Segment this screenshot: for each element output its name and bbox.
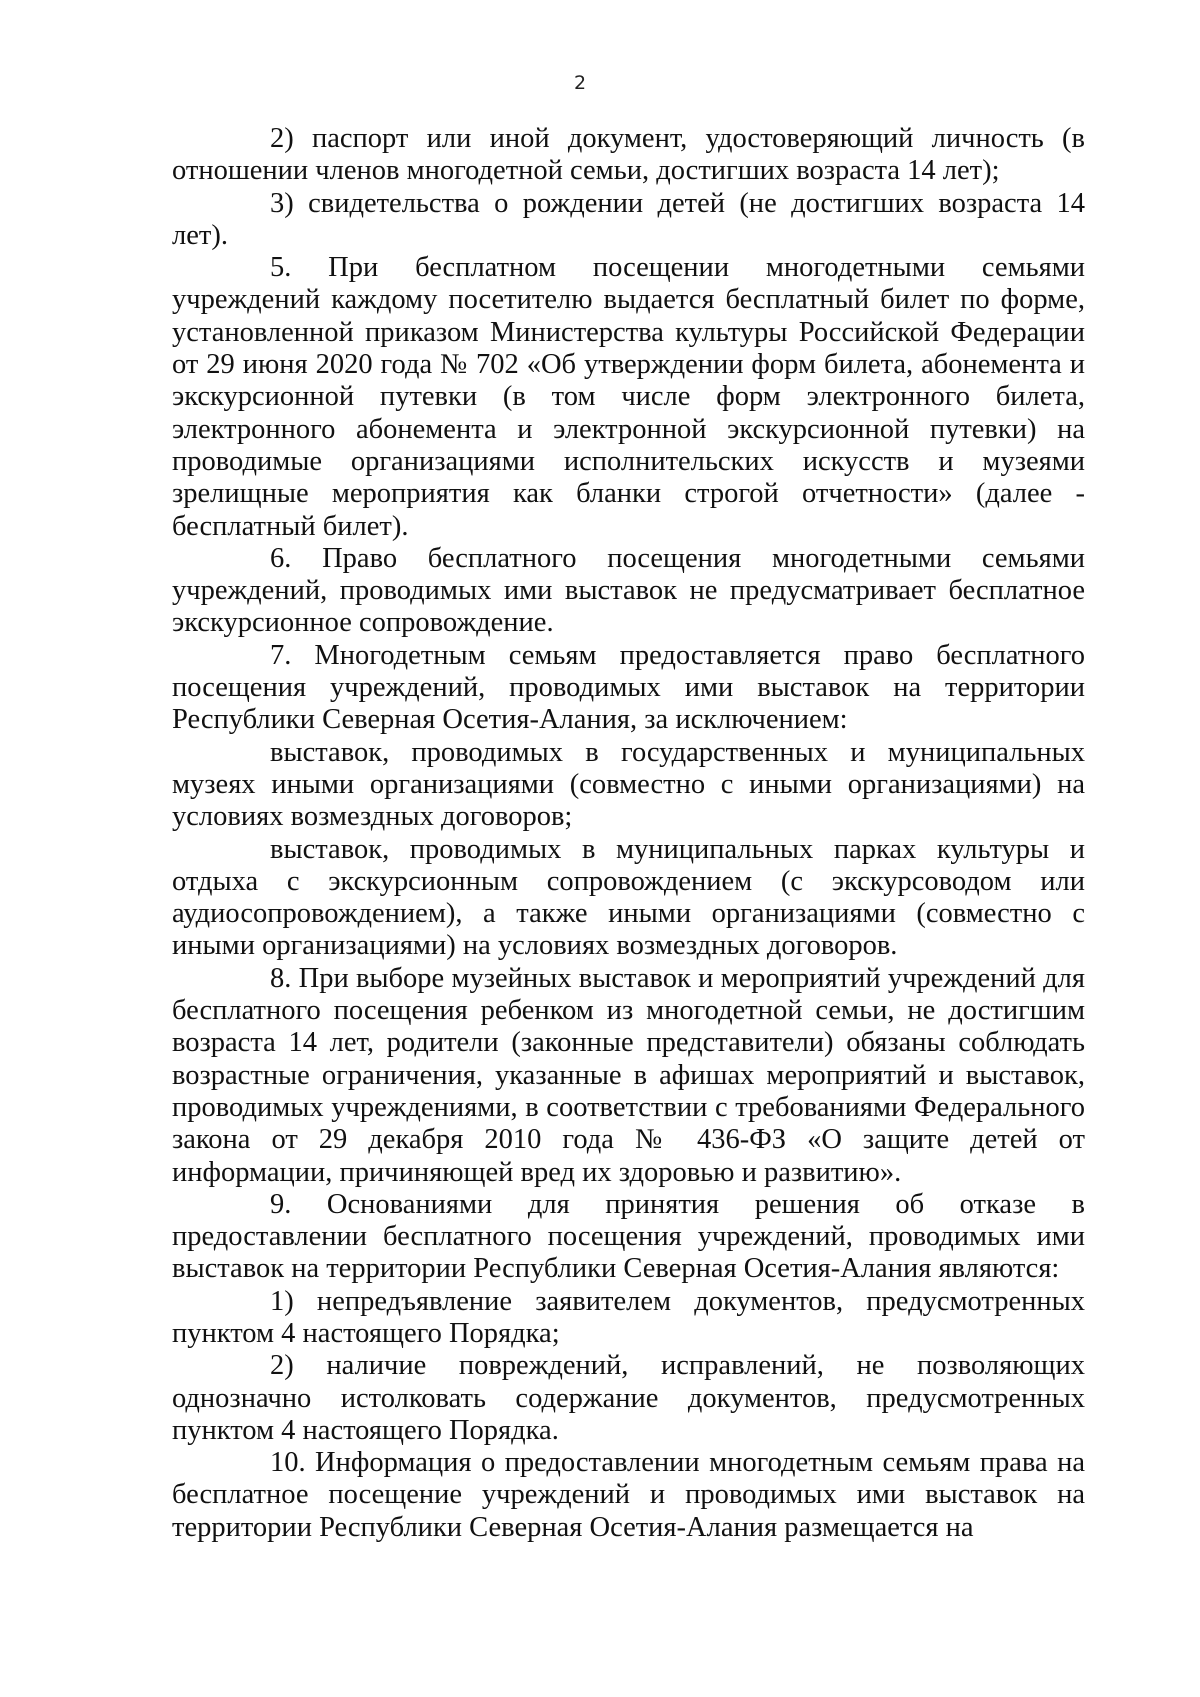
paragraph-item-6-excursion: 6. Право бесплатного посещения многодетными семьями учреждений, проводимых ими выставок не предусматривает бесплатное экскурсионное сопровождение. [172, 542, 1085, 639]
paragraph-refusal-ground-2: 2) наличие повреждений, исправлений, не позволяющих однозначно истолковать содержание документов, предусмотренных пунктом 4 настоящего Порядка. [172, 1350, 1085, 1446]
page-number: 2 [573, 72, 587, 94]
paragraph-item-5-free-ticket: 5. При бесплатном посещении многодетными семьями учреждений каждому посетителю выдается бесплатный билет по форме, установленной приказом Министерства культуры Российской Федерации от 29 июня 2020 года № 702 «Об утверждении форм билета, абонемента и экскурсионной путевки (в том числе форм электронного билета, электронного абонемента и электронной экскурсионной путевки) на проводимые организациями исполнительских искусств и музеями зрелищные мероприятия как бланки строгой отчетности» (далее - бесплатный билет). [172, 252, 1085, 542]
paragraph-item-8-age-restrictions: 8. При выборе музейных выставок и мероприятий учреждений для бесплатного посещения ребенком из многодетной семьи, не достигшим возраста 14 лет, родители (законные представители) обязаны соблюдать возрастные ограничения, указанные в афишах мероприятий и выставок, проводимых учреждениями, в соответствии с требованиями Федерального закона от 29 декабря 2010 года № 436-ФЗ «О защите детей от информации, причиняющей вред их здоровью и развитию». [172, 962, 1085, 1188]
paragraph-exception-parks: выставок, проводимых в муниципальных парках культуры и отдыха с экскурсионным сопровождением (с экскурсоводом или аудиосопровождением), а также иными организациями (совместно с иными организациями) на условиях возмездных договоров. [172, 833, 1085, 962]
document-body [172, 123, 1085, 1544]
paragraph-passport: 2) паспорт или иной документ, удостоверяющий личность (в отношении членов многодетной семьи, достигших возраста 14 лет); [172, 123, 1085, 187]
paragraph-birth-certificates: 3) свидетельства о рождении детей (не достигших возраста 14 лет). [172, 187, 1085, 251]
paragraph-item-7-exhibitions: 7. Многодетным семьям предоставляется право бесплатного посещения учреждений, проводимых ими выставок на территории Республики Северная Осетия-Алания, за исключением: [172, 639, 1085, 736]
paragraph-item-9-refusal-grounds: 9. Основаниями для принятия решения об отказе в предоставлении бесплатного посещения учреждений, проводимых ими выставок на территории Республики Северная Осетия-Алания являются: [172, 1188, 1085, 1285]
paragraph-item-10-information: 10. Информация о предоставлении многодетным семьям права на бесплатное посещение учреждений и проводимых ими выставок на территории Республики Северная Осетия-Алания размещается на [172, 1447, 1085, 1543]
paragraph-exception-museums: выставок, проводимых в государственных и муниципальных музеях иными организациями (совместно с иными организациями) на условиях возмездных договоров; [172, 736, 1085, 833]
paragraph-refusal-ground-1: 1) непредъявление заявителем документов, предусмотренных пунктом 4 настоящего Порядка; [172, 1285, 1085, 1349]
